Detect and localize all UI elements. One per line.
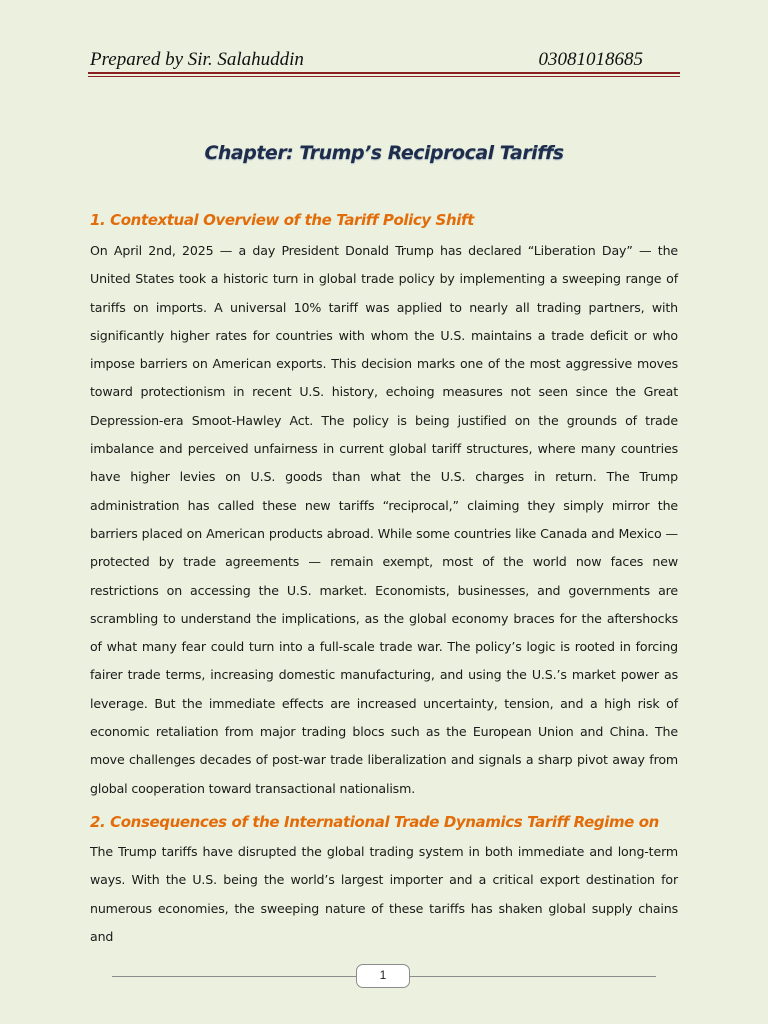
- section-body-2: The Trump tariffs have disrupted the global trading system in both immediate and long-term ways. With the U.S. being the world’s largest importer and a critical export destination for numerous economies, the sweeping nature of these tariffs has shaken global supply chains and: [90, 844, 678, 944]
- header-rule: [88, 72, 680, 74]
- section-body-1: On April 2nd, 2025 — a day President Donald Trump has declared “Liberation Day” — the United States took a historic turn in global trade policy by implementing a sweeping range of tariffs on imports. A universal 10% tariff was applied to nearly all trading partners, with significantly higher rates for countries with whom the U.S. maintains a trade deficit or who impose barriers on American exports. This decision marks one of the most aggressive moves toward protectionism in recent U.S. history, echoing measures not seen since the Great Depression-era Smoot-Hawley Act. The policy is being justified on the grounds of trade imbalance and perceived unfairness in current global tariff structures, where many countries have higher levies on U.S. goods than what the U.S. charges in return. The Trump administration has called these new tariffs “reciprocal,” claiming they simply mirror the barriers placed on American products abroad. While some countries like Canada and Mexico — protected by trade agreements — remain exempt, most of the world now faces new restrictions on accessing the U.S. market. Economists, businesses, and governments are scrambling to understand the implications, as the global economy braces for the aftershocks of what many fear could turn into a full-scale trade war. The policy’s logic is rooted in forcing fairer trade terms, increasing domestic manufacturing, and using the U.S.’s market power as leverage. But the immediate effects are increased uncertainty, tension, and a high risk of economic retaliation from major trading blocs such as the European Union and China. The move challenges decades of post-war trade liberalization and signals a sharp pivot away from global cooperation toward transactional nationalism.: [90, 243, 678, 796]
- header-author: Prepared by Sir. Salahuddin: [90, 49, 304, 70]
- section-heading-2: 2. Consequences of the International Trade Dynamics Tariff Regime on: [90, 813, 659, 831]
- header-phone: 03081018685: [538, 49, 643, 70]
- page-number: 1: [356, 964, 410, 988]
- section-heading-1: 1. Contextual Overview of the Tariff Policy Shift: [90, 211, 474, 229]
- footer-rule-right: [410, 976, 656, 977]
- header-rule-secondary: [88, 76, 680, 77]
- footer-rule-left: [112, 976, 357, 977]
- chapter-title: Chapter: Trump’s Reciprocal Tariffs: [204, 142, 564, 164]
- page-header: [90, 47, 680, 73]
